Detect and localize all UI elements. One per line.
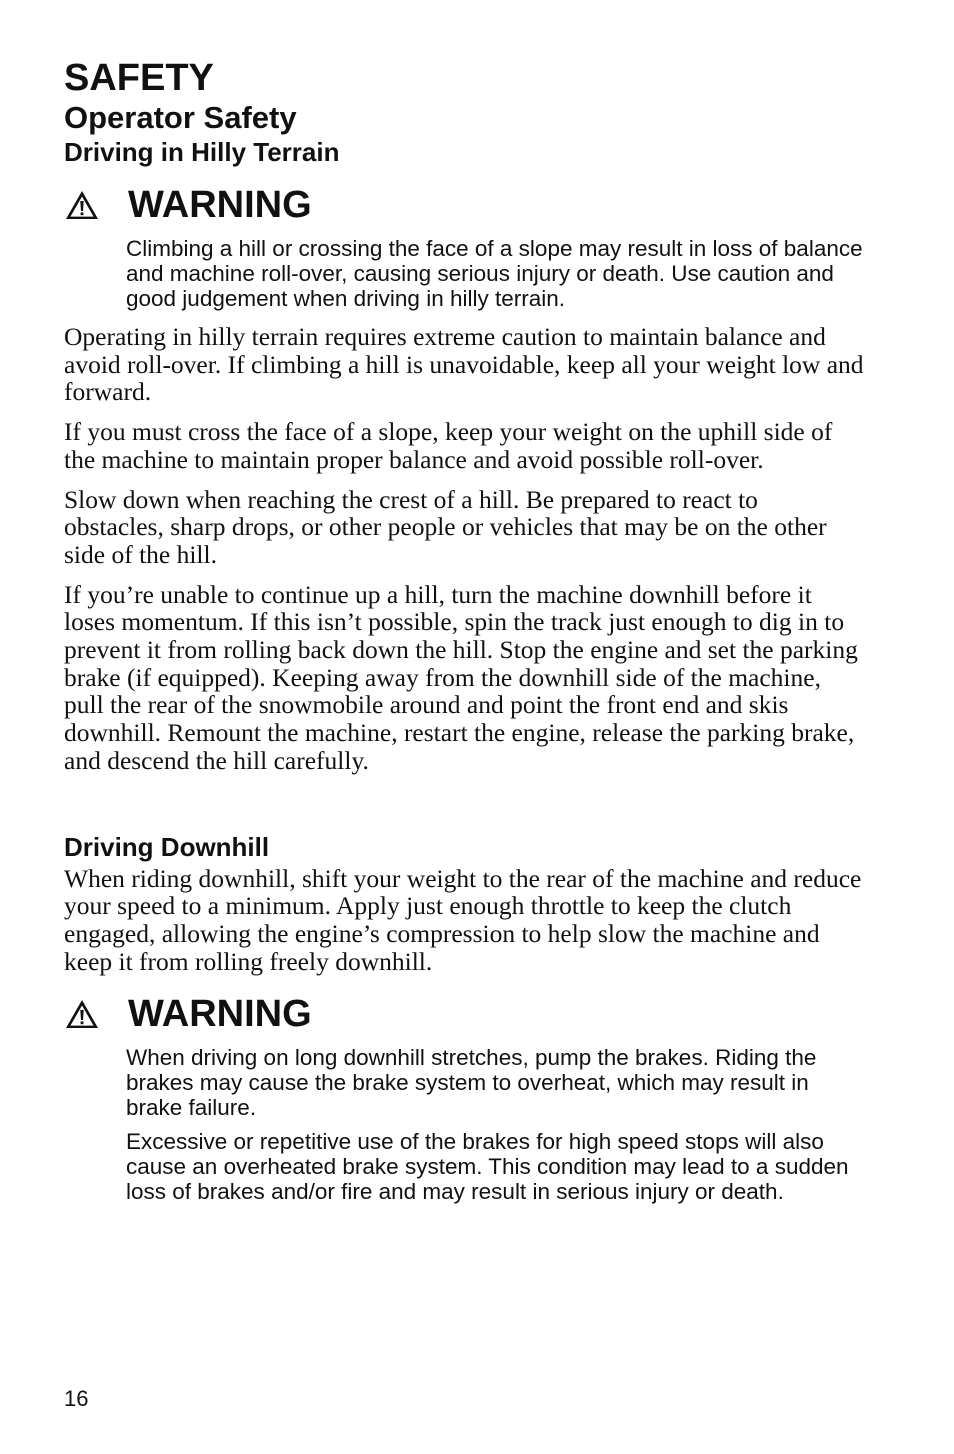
body-paragraph: If you must cross the face of a slope, keep your weight on the uphill side of the machine to maintain proper balance and avoid possible roll-over. xyxy=(64,417,833,474)
downhill-paragraph: When riding downhill, shift your weight to the rear of the machine and reduce your speed to a minimum. Apply just enough throttle to keep the clutch engaged, allowing the engine’s compression to help slow the machine and keep it from rolling freely downhill. xyxy=(64,863,862,976)
warning-text-2 xyxy=(126,1045,864,1204)
section-title: SAFETY xyxy=(64,57,214,99)
warning-header-1 xyxy=(64,182,864,228)
warning-text-1 xyxy=(126,236,864,311)
warning-paragraph: Climbing a hill or crossing the face of a slope may result in loss of balance and machine roll-over, causing serious injury or death. Use caution and good judgement when driving in hilly terrain. xyxy=(126,236,863,311)
topic-title: Driving in Hilly Terrain xyxy=(64,137,340,167)
body-paragraph: Slow down when reaching the crest of a hill. Be prepared to react to obstacles, sharp drops, or other people or vehicles that may be on the other side of the hill. xyxy=(64,484,827,569)
downhill-heading: Driving Downhill xyxy=(64,831,270,862)
warning-title: WARNING xyxy=(128,184,312,226)
body-paragraph: Operating in hilly terrain requires extreme caution to maintain balance and avoid roll-over. If climbing a hill is unavoidable, keep all your weight low and forward. xyxy=(64,322,864,407)
page-number: 16 xyxy=(64,1386,89,1411)
subsection-title: Operator Safety xyxy=(64,100,297,135)
warning-paragraph: When driving on long downhill stretches, pump the brakes. Riding the brakes may cause the brake system to overheat, which may result in brake failure. xyxy=(126,1045,817,1121)
body-paragraph: If you’re unable to continue up a hill, turn the machine downhill before it loses momentum. If this isn’t possible, spin the track just enough to dig in to prevent it from rolling back down the hill. Stop the engine and set the parking brake (if equipped). Keeping away from the downhill side of the machine, pull the rear of the snowmobile around and point the front end and skis downhill. Remount the machine, restart the engine, release the parking brake, and descend the hill carefully. xyxy=(64,579,858,775)
warning-title: WARNING xyxy=(128,993,312,1036)
warning-triangle-icon xyxy=(64,998,100,1030)
warning-header-2 xyxy=(64,991,864,1037)
manual-page xyxy=(64,56,864,1213)
warning-paragraph: Excessive or repetitive use of the brakes for high speed stops will also cause an overheated brake system. This condition may lead to a sudden loss of brakes and/or fire and may result in serious injury or death. xyxy=(126,1129,849,1205)
hilly-terrain-body xyxy=(64,323,864,775)
warning-triangle-icon xyxy=(64,189,100,221)
